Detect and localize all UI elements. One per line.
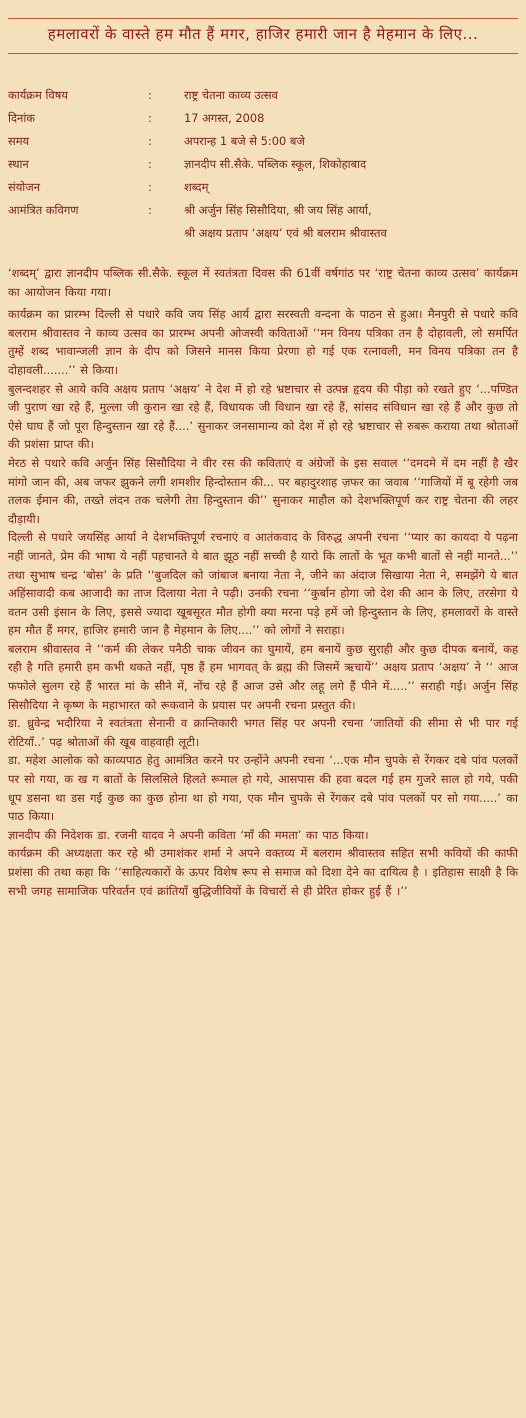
paragraph: कार्यक्रम का प्रारम्भ दिल्ली से पधारे कवि जय सिंह आर्य द्वारा सरस्वती वन्दना के पाठन से हुआ। मैनपुरी से पधारे कवि बलराम श्रीवास्तव ने काव्य उत्सव का प्रारम्भ अपनी ओजस्वी कविताओं ‘‘मन विनय पत्रिका तन है दोहावली, लो समर्पित तुम्हें शब्द भावान्जली ज्ञान के दीप को जिसने मानस किया प्रेरणा हो गई एक रत्नावली, मन विनय पत्रिका तन है दोहावली.......’’ से किया। (8, 307, 518, 377)
info-row-venue (8, 153, 518, 176)
info-row-time (8, 130, 518, 153)
info-value: राष्ट्र चेतना काव्य उत्सव (184, 88, 278, 102)
paragraph: दिल्ली से पधारे जयसिंह आर्या ने देशभक्तिपूर्ण रचनाएं व आतंकवाद के विरुद्ध अपनी रचना ‘‘प्यार का कायदा ये पढ़ना नहीं जानते, प्रेम की भाषा ये नहीं पहचानते ये बात झूठ नहीं सच्ची है यारो कि लातों के भूत कभी बातों से नहीं मानते...’’ तथा सुभाष चन्द्र ‘बोस’ के प्रति ‘‘बुजदिल को जांबाज बनाया नेता ने, जीने का अंदाज सिखाया नेता ने, समझेंगे ये बात अहिंसावादी कब आजादी का ताज दिलाया नेता ने पढ़ी। उनकी रचना ‘‘कुर्बान होगा जो देश की आन के लिए, तरसेगा ये वतन उसी इंसान के लिए, इससे ज्यादा खूबसूरत मौत होगी क्या मरना पड़े हमें जो हिन्दुस्तान के लिए, हमलावरों के वास्ते हम मौत हैं मगर, हाजिर हमारी जान है मेहमान के लिए....’’ को लोगों ने सराहा। (8, 530, 518, 638)
paragraph: मेरठ से पधारे कवि अर्जुन सिंह सिसौदिया ने वीर रस की कविताएं व अंग्रेजों के इस सवाल ‘‘दमदमे में दम नहीं है खैर मांगो जान की, अब जफर झुकने लगी शमशीर हिन्दोस्तान की... पर बहादुरशाह ज़फर का जवाब ‘‘गाजियों में बू रहेगी जब तलक ईमान की, तख्ते लंदन तक चलेगी तेग़ हिन्दुस्तान की’’ सुनाकर माहौल को देशभक्तिपूर्ण कर राष्ट्र चेतना की लहर दौड़ायी। (8, 455, 518, 526)
info-colon: : (148, 180, 152, 194)
info-colon: : (148, 134, 152, 148)
event-info-table (8, 84, 518, 245)
paragraph: डा. ध्रुवेन्द्र भदौरिया ने स्वतंत्रता सेनानी व क्रान्तिकारी भगत सिंह पर अपनी रचना ‘जातियों की सीमा से भी पार गई रोटियाँ..’ पढ़ श्रोताओं की खूब वाहवाही लूटी। (8, 716, 518, 749)
page (0, 18, 526, 1418)
info-value-line: श्री अक्षय प्रताप ‘अक्षय’ एवं श्री बलराम श्रीवास्तव (184, 226, 387, 240)
info-label: स्थान (8, 157, 29, 171)
info-row-poets (8, 199, 518, 245)
paragraph: ज्ञानदीप की निदेशक डा. रजनी यादव ने अपनी कविता ‘माँ की ममता’ का पाठ किया। (8, 827, 369, 842)
info-label: आमंत्रित कविगण (8, 203, 79, 217)
info-label: समय (8, 134, 30, 148)
info-colon: : (148, 157, 152, 171)
article-body (8, 264, 518, 900)
info-value-line: श्री अर्जुन सिंह सिसौदिया, श्री जय सिंह आर्या, (184, 203, 372, 217)
info-value: ज्ञानदीप सी.सैके. पब्लिक स्कूल, शिकोहाबाद (184, 157, 367, 171)
info-value: 17 अगस्त, 2008 (184, 111, 265, 125)
info-row-organizer (8, 176, 518, 199)
info-label: कार्यक्रम विषय (8, 88, 68, 102)
info-colon: : (148, 203, 152, 217)
info-label: दिनांक (8, 111, 36, 125)
info-value: शब्दम् (184, 180, 209, 194)
paragraph: बुलन्दशहर से आये कवि अक्षय प्रताप ‘अक्षय’ ने देश में हो रहे भ्रष्टाचार से उत्पन्न हृदय की पीड़ा को रखते हुए ‘...पण्डित जी पुराण खा रहे हैं, मुल्ला जी कुरान खा रहे हैं, विधायक जी विधान खा रहे हैं, सांसद संविधान खा रहे हैं और कुछ तो ऐसे घाघ हैं जो पूरा हिन्दुस्तान खा रहे हैं....’ सुनाकर जनसामान्य को देश में हो रहे भ्रष्टाचार से रुबरू कराया तथा श्रोताओं की प्रशंसा प्राप्त की। (8, 381, 518, 452)
info-label: संयोजन (8, 180, 41, 194)
info-row-subject (8, 84, 518, 107)
info-value: अपरान्ह 1 बजे से 5:00 बजे (184, 134, 305, 148)
info-colon: : (148, 111, 152, 125)
paragraph: बलराम श्रीवास्तव ने ‘‘कर्म की लेकर पनैठी चाक जीवन का घुमायें, हम बनायें कुछ सुराही और कुछ दीपक बनायें, कह रही है गति हमारी हम कभी थकते नहीं, पृष्ठ हैं हम भागवत् के ब्रह्म की जिसमें ऋचायें’’ अक्षय प्रताप ‘अक्षय’ ने ‘‘ आज फफोले सुलग रहे हैं भारत मां के सीने में, नोंच रहे हैं आज उसे और लहू लगे हैं पीने में.....’’ सराही गई। अर्जुन सिंह सिसौदिया ने कृष्ण के महाभारत को रूकवाने के प्रयास पर अपनी रचना प्रस्तुत की। (8, 641, 518, 712)
paragraph: ‘शब्दम्’ द्वारा ज्ञानदीप पब्लिक सी.सैके. स्कूल में स्वतंत्रता दिवस की 61वीं वर्षगांठ पर ‘राष्ट्र चेतना काव्य उत्सव’ कार्यक्रम का आयोजन किया गया। (8, 266, 518, 299)
info-colon: : (148, 88, 152, 102)
page-title: हमलावरों के वास्ते हम मौत हैं मगर, हाजिर हमारी जान है मेहमान के लिए... (47, 25, 479, 43)
info-value (184, 199, 518, 245)
title-banner (8, 18, 518, 54)
paragraph: डा. महेश आलोक को काव्यपाठ हेतु आमंत्रित करने पर उन्होंने अपनी रचना ‘...एक मौन चुपके से रेंगकर दबे पांव पलकों पर सो गया, क ख ग बातों के सिलसिले हिलते रूमाल हो गये, आसपास की हवा बदल गई हम गुजरे साल हो गये, पकी धूप डसना था डस गई कुछ का कुछ होना था हो गया, एक मौन चुपके से रेंगकर दबे पांव पलकों पर सो गया.....’ का पाठ किया। (8, 753, 518, 824)
info-row-date (8, 107, 518, 130)
paragraph: कार्यक्रम की अध्यक्षता कर रहे श्री उमाशंकर शर्मा ने अपने वक्तव्य में बलराम श्रीवास्तव सहित सभी कवियों की काफी प्रशंसा की तथा कहा कि ‘‘साहित्यकारों के ऊपर विशेष रूप से समाज को दिशा देने का दायित्व है । इतिहास साक्षी है कि सभी जगह सामाजिक परिवर्तन एवं क्रांतियाँ बुद्धिजीवियों के विचारों से ही प्रेरित होकर हुई हैं ।’’ (8, 846, 518, 898)
